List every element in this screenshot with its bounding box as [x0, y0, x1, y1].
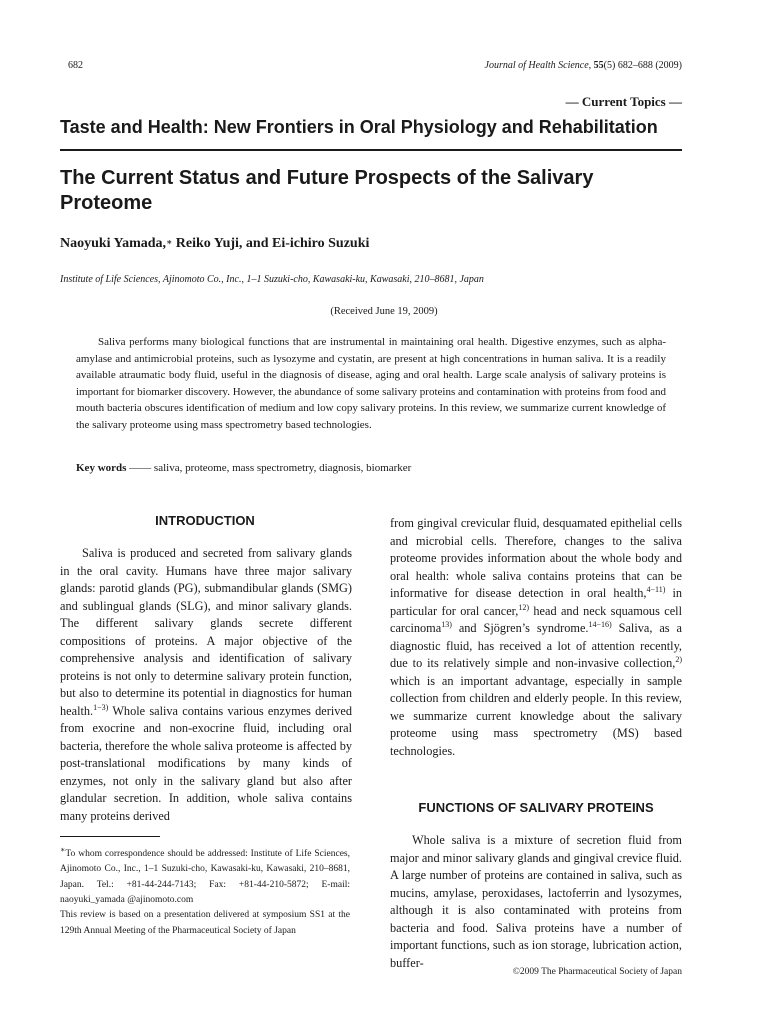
text: in particular for oral cancer,: [390, 586, 683, 618]
text: head and neck squamous cell carcinoma: [390, 603, 682, 635]
keywords: [76, 462, 411, 474]
section-label: — Current Topics —: [565, 94, 682, 109]
functions-column: [390, 832, 682, 972]
footnote-correspondence-text: To whom correspondence should be addressed: Institute of Life Sciences, Ajinomoto Co., Inc., 1–1 Suzuki-cho, Kawasaki-ku, Kawasaki, 210–8681, Japan. Tel.: +81-44-244-7143; Fax: +81-44-210-5872; E-mail: naoyuki_yamada @ajinomoto.com: [60, 849, 350, 906]
intro-continued: [390, 515, 682, 760]
journal-volume: 55: [593, 60, 604, 71]
footnote-mark: ∗: [60, 845, 66, 854]
keywords-label: Key words: [76, 462, 127, 474]
intro-text-b: Whole saliva contains various enzymes derived from exocrine and non-exocrine fluid, including oral bacteria, therefore the whole saliva proteome is affected by post-translational modifications by many kinds of enzymes, not only in the salivary gland but also after glandular secretion. In addition, whole saliva contains many proteins derived: [60, 703, 352, 823]
corresponding-mark: ∗: [166, 237, 173, 247]
functions-heading: FUNCTIONS OF SALIVARY PROTEINS: [418, 800, 654, 815]
article-title: The Current Status and Future Prospects of the Salivary Proteome: [60, 167, 594, 214]
introduction-heading: INTRODUCTION: [155, 513, 255, 528]
series-title: Taste and Health: New Frontiers in Oral Physiology and Rehabilitation: [60, 117, 658, 137]
citation: 2): [675, 655, 682, 664]
author-first: Naoyuki Yamada,: [60, 236, 167, 251]
footnote-rule: [60, 836, 160, 837]
affiliation: Institute of Life Sciences, Ajinomoto Co., Inc., 1–1 Suzuki-cho, Kawasaki-ku, Kawasaki, 210–8681, Japan: [60, 274, 484, 285]
footnote-correspondence: [60, 842, 350, 908]
keywords-dash: ——: [126, 462, 154, 474]
author-rest: Reiko Yuji, and Ei-ichiro Suzuki: [172, 236, 370, 251]
journal-citation: Journal of Health Science, 55(5) 682–688 (2009): [484, 60, 682, 71]
journal-issue-pages: (5) 682–688 (2009): [603, 60, 682, 71]
citation: 12): [518, 602, 530, 612]
journal-name: Journal of Health Science: [484, 60, 589, 71]
right-column: [390, 515, 682, 760]
citation: 1−3): [93, 702, 109, 712]
authors: [60, 236, 369, 252]
text: which is an important advantage, especially in sample collection from children and elderly people. In this review, we summarize current knowledge about the salivary proteome using mass spectrometry (MS) based technologies.: [390, 673, 682, 758]
text: from gingival crevicular fluid, desquamated epithelial cells and microbial cells. Therefore, changes to the saliva proteome provides information about the whole body and oral health: whole saliva contains proteins that can be informative for disease detection in oral health,: [390, 516, 682, 600]
page-number: 682: [68, 60, 83, 71]
intro-paragraph: [60, 545, 352, 825]
keywords-list: saliva, proteome, mass spectrometry, diagnosis, biomarker: [153, 462, 412, 474]
citation: 4−11): [646, 585, 666, 594]
citation: 13): [441, 620, 452, 629]
text: Saliva, as a diagnostic fluid, has received a lot of attention recently, due to its relatively simple and non-invasive collection,: [390, 621, 682, 670]
received-date: (Received June 19, 2009): [330, 306, 438, 317]
footnote-presentation: This review is based on a presentation delivered at symposium SS1 at the 129th Annual Meeting of the Pharmaceutical Society of Japan: [60, 910, 350, 936]
footnote: [60, 842, 350, 939]
left-column: [60, 545, 352, 825]
text: and Sjögren’s syndrome.: [451, 621, 589, 635]
copyright: ©2009 The Pharmaceutical Society of Japan: [512, 967, 682, 977]
intro-text-a: Saliva is produced and secreted from salivary glands in the oral cavity. Humans have three major salivary glands: parotid glands (PG), submandibular glands (SMG) and sublingual glands (SLG), and minor salivary glands. The different salivary glands secrete different compositions of proteins. A major objective of the comprehensive analysis and identification of salivary proteins is not only to determine salivary protein function, but also to determine its potential in diagnostics for human health.: [60, 546, 352, 718]
citation: 14−16): [588, 620, 612, 629]
title-rule: [60, 149, 682, 151]
functions-paragraph: Whole saliva is a mixture of secretion fluid from major and minor salivary glands and gingival crevice fluid. A large number of proteins are contained in saliva, such as mucins, amylase, peroxidases, lactoferrin and lysozymes, although it is also contaminated with proteins from bacteria and food. Saliva proteins have a number of important functions, such as ion storage, lubrication action, buffer-: [390, 833, 682, 970]
abstract: Saliva performs many biological functions that are instrumental in maintaining oral health. Digestive enzymes, such as alpha-amylase and antimicrobial proteins, such as lysozyme and cystatin, are present at high concentrations in human saliva. It is a readily available atraumatic body fluid, useful in the diagnosis of disease, aging and oral health. Large scale analysis of salivary proteins is important for biomarker discovery. However, the abundance of some salivary proteins and contamination with proteins from food and mouth bacteria obscures identification of medium and low copy salivary proteins. In this review, we summarize current knowledge of the salivary proteome using mass spectrometry based technologies.: [76, 336, 666, 431]
